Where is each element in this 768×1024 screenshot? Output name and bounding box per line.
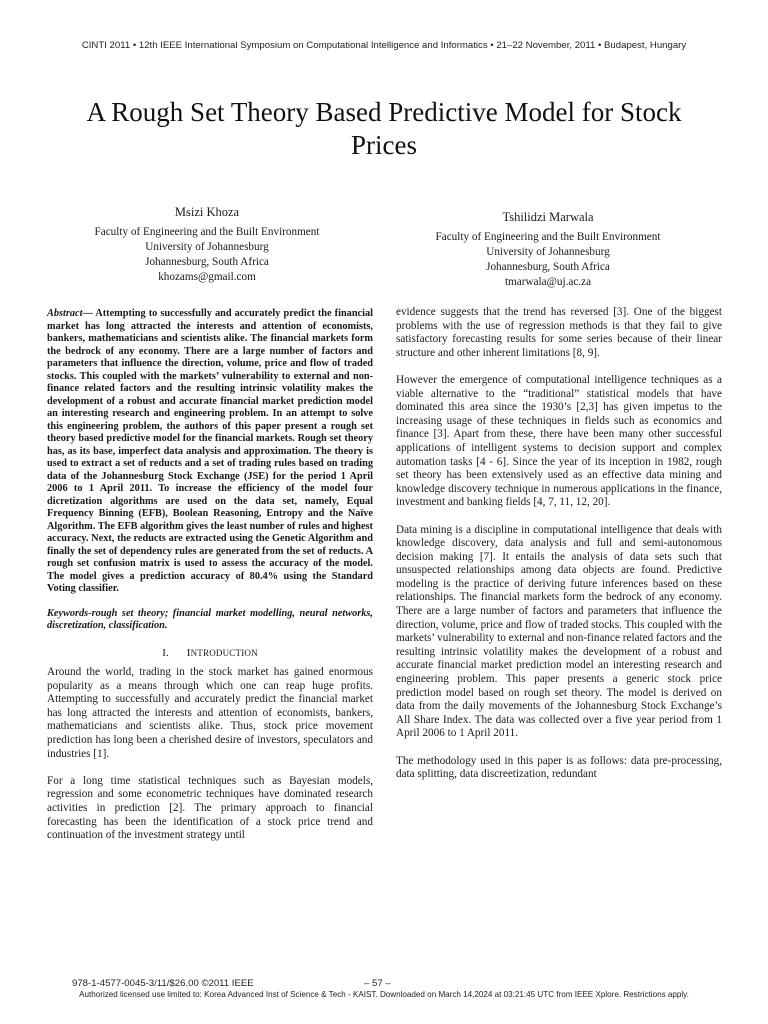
keywords: Keywords-rough set theory; financial market modelling, neural networks, discretization, classification. [47, 607, 373, 631]
paragraph: The methodology used in this paper is as follows: data pre-processing, data splitting, data discreetization, redundant [396, 754, 722, 781]
paper-title: A Rough Set Theory Based Predictive Model for Stock Prices [86, 97, 682, 160]
author-email: tmarwala@uj.ac.za [504, 276, 592, 288]
author-affiliation: Faculty of Engineering and the Built Environment [94, 226, 320, 238]
left-column [47, 308, 373, 856]
author-name: Tshilidzi Marwala [502, 210, 594, 224]
section-first-letter: I [186, 646, 191, 659]
paragraph: However the emergence of computational intelligence techniques as a viable alternative to the “traditional” statistical models that have dominated this area since the 1930’s [2,3] has given impetus to the increasing usage of these techniques in fields such as economics and finance [3]. Apart from these, there have been many other successful applications of intelligent systems to decision support and complex automation tasks [4 - 6]. Since the year of its inception in 1982, rough set theory has been extensively used as an effective data mining and knowledge discovery technique in numerous applications in the finance, investment and banking fields [4, 7, 11, 12, 20]. [396, 373, 722, 509]
right-column [396, 306, 722, 795]
section-numeral: I. [162, 646, 170, 659]
conference-header: CINTI 2011 • 12th IEEE International Symposium on Computational Intelligence and Informatics • 21–22 November, 2011 • Budapest, Hungary [81, 40, 687, 51]
abstract-lead: Abstract [47, 308, 83, 319]
author-email: khozams@gmail.com [158, 271, 256, 283]
paragraph: evidence suggests that the trend has reversed [3]. One of the biggest problems with the use of regression methods is that they fail to give satisfactory forecasting results for some series because of their linear structure and other inherent limitations [8, 9]. [396, 306, 722, 359]
abstract-text: Attempting to successfully and accurately predict the financial market has long attracted the interests and attention of economists, bankers, mathematicians and scientists alike. The financial markets form the bedrock of any economy. There are a large number of factors and parameters that influence the direction, volume, price and flow of traded stocks. This coupled with the markets’ vulnerability to external and non-finance related factors and the resulting intrinsic volatility makes the development of a robust and accurate financial market prediction model an interesting research and engineering problem. In an attempt to solve this engineering problem, the authors of this paper present a rough set theory based predictive model for the financial markets. Rough set theory has, as its base, imperfect data analysis and approximation. The theory is used to extract a set of reducts and a set of trading rules based on trading data of the Johannesburg Stock Exchange (JSE) for the period 1 April 2006 to 1 April 2011. To increase the efficiency of the model four dicretization algorithms are used on the data set, namely, Equal Frequency Binning (EFB), Boolean Reasoning, Entropy and the Naïve Algorithm. The EFB algorithm gives the least number of rules and highest accuracy. Next, the reducts are extracted using the Genetic Algorithm and finally the set of dependency rules are generated from the set of reducts. A rough set confusion matrix is used to assess the accuracy of the model. The model gives a prediction accuracy of 80.4% using the Standard Voting classifier. [47, 308, 373, 594]
abstract [47, 308, 373, 596]
page-number: – 57 – [364, 978, 391, 989]
author-location: Johannesburg, South Africa [145, 256, 269, 268]
author-block-2 [400, 210, 696, 290]
author-name: Msizi Khoza [174, 205, 240, 219]
abstract-dash: — [82, 308, 93, 319]
section-heading-introduction [47, 647, 373, 661]
author-university: University of Johannesburg [486, 246, 610, 258]
author-university: University of Johannesburg [145, 241, 269, 253]
paragraph: Around the world, trading in the stock market has gained enormous popularity as a means through which one can reap huge profits. Attempting to successfully and accurately predict the financial market has long attracted the interests and attention of economists, bankers, mathematicians and scientists alike. Thus, stock price movement prediction has long been a cherished desire of investors, speculators and industries [1]. [47, 666, 373, 760]
license-notice: Authorized licensed use limited to: Korea Advanced Inst of Science & Tech - KAIST. Downloaded on March 14,2024 at 03:21:45 UTC from IEEE Xplore. Restrictions apply. [79, 990, 689, 999]
author-location: Johannesburg, South Africa [486, 261, 610, 273]
footer-isbn: 978-1-4577-0045-3/11/$26.00 ©2011 IEEE [72, 978, 254, 989]
paragraph: Data mining is a discipline in computational intelligence that deals with knowledge discovery, data analysis and full and semi-autonomous decision making [7]. It entails the analysis of data sets such that unsuspected relationships among data objects are found. Predictive modeling is the practice of deriving future inferences based on these relationships. The financial markets form the bedrock of any economy. There are a large number of factors and parameters that influence the direction, volume, price and flow of traded stocks. This coupled with the markets’ vulnerability to external and non-finance related factors and the resulting intrinsic volatility makes the development of a robust and accurate financial market prediction model an interesting research and engineering problem. This paper presents a generic stock price prediction model based on rough set theory. The model is derived on data from the daily movements of the Johannesburg Stock Exchange’s All Share Index. The data was collected over a five year period from 1 April 2006 to 1 April 2011. [396, 523, 722, 740]
author-affiliation: Faculty of Engineering and the Built Environment [435, 231, 661, 243]
section-rest: NTRODUCTION [190, 647, 258, 658]
author-block-1 [62, 205, 352, 285]
paragraph: For a long time statistical techniques such as Bayesian models, regression and some econometric techniques have dominated research activities in prediction [2]. The primary approach to financial forecasting has been the identification of a stock price trend and continuation of the investment strategy until [47, 774, 373, 842]
